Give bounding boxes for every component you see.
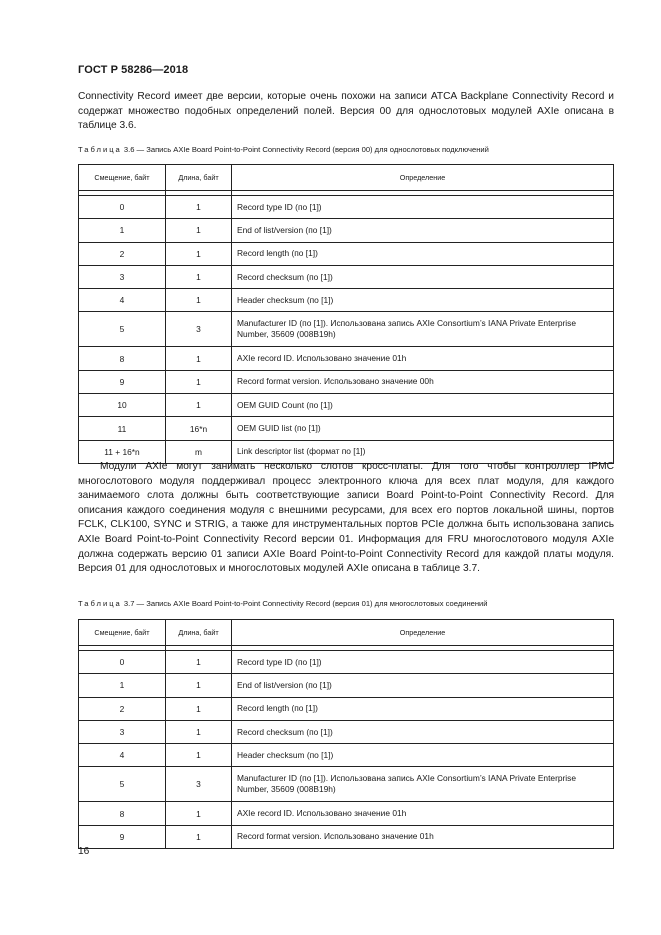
definition-cell: Manufacturer ID (по [1]). Использована запись AXIe Consortium’s IANA Private Enterprise Number, 35609 (008B19h) xyxy=(232,312,614,347)
offset-cell: 10 xyxy=(79,394,166,417)
definition-cell: Record checksum (по [1]) xyxy=(232,265,614,288)
table-header-row xyxy=(79,620,614,646)
table-row xyxy=(79,312,614,347)
caption-prefix: Таблица xyxy=(78,145,122,154)
definition-cell: End of list/version (по [1]) xyxy=(232,219,614,242)
offset-cell: 0 xyxy=(79,651,166,674)
offset-cell: 11 xyxy=(79,417,166,440)
definition-cell: Record format version. Использовано значение 00h xyxy=(232,370,614,393)
caption-text: 3.6 — Запись AXIe Board Point-to-Point Connectivity Record (версия 00) для однослотовых подключений xyxy=(121,145,489,154)
offset-cell: 4 xyxy=(79,289,166,312)
length-cell: 1 xyxy=(166,394,232,417)
table-row xyxy=(79,347,614,370)
table-row xyxy=(79,744,614,767)
length-cell: 1 xyxy=(166,289,232,312)
definition-cell: Manufacturer ID (по [1]). Использована запись AXIe Consortium’s IANA Private Enterprise Number, 35609 (008B19h) xyxy=(232,767,614,802)
definition-cell: Record checksum (по [1]) xyxy=(232,720,614,743)
table-header-row xyxy=(79,165,614,191)
definition-cell: Record type ID (по [1]) xyxy=(232,651,614,674)
length-cell: 1 xyxy=(166,265,232,288)
offset-cell: 11 + 16*n xyxy=(79,440,166,463)
caption-text: 3.7 — Запись AXIe Board Point-to-Point Connectivity Record (версия 01) для многослотовых соединений xyxy=(121,599,488,608)
table-3-6-body xyxy=(79,191,614,464)
definition-cell: Record type ID (по [1]) xyxy=(232,196,614,219)
offset-cell: 8 xyxy=(79,802,166,825)
body-paragraph: Модули AXIe могут занимать несколько слотов кросс-платы. Для того чтобы контроллер IPMC многослотового модуля поддерживал процесс электронного ключа для всех плат модуля, для каждого занимаемого слота должны быть соответствующие записи Board Point-to-Point Connectivity Record. Для описания каждого соединения модуля с внешними ресурсами, для всех его портов локальной шины, портов FCLK, CLK100, SYNC и STRIG, а также для инструментальных портов PCIe должна быть использована запись AXIe Board Point-to-Point Connectivity Record версии 01. Информация для FRU многослотового модуля AXIe должна содержать версию 01 записи AXIe Board Point-to-Point Connectivity Record для каждой платы модуля. Версия 01 для однослотовых и многослотовых модулей AXIe описана в таблице 3.7. xyxy=(78,461,614,575)
table-row xyxy=(79,651,614,674)
definition-cell: OEM GUID list (по [1]) xyxy=(232,417,614,440)
table-row xyxy=(79,674,614,697)
offset-cell: 2 xyxy=(79,697,166,720)
length-cell: 1 xyxy=(166,196,232,219)
page-number: 16 xyxy=(78,846,90,857)
length-cell: 1 xyxy=(166,347,232,370)
offset-cell: 9 xyxy=(79,825,166,848)
caption-prefix: Таблица xyxy=(78,599,122,608)
table-row xyxy=(79,417,614,440)
table-row xyxy=(79,720,614,743)
length-cell: 1 xyxy=(166,651,232,674)
table-row xyxy=(79,265,614,288)
length-cell: 1 xyxy=(166,825,232,848)
definition-cell: Link descriptor list (формат по [1]) xyxy=(232,440,614,463)
column-header-definition: Определение xyxy=(232,165,614,191)
offset-cell: 4 xyxy=(79,744,166,767)
definition-cell: Record length (по [1]) xyxy=(232,697,614,720)
length-cell: 1 xyxy=(166,370,232,393)
length-cell: 1 xyxy=(166,720,232,743)
definition-cell: End of list/version (по [1]) xyxy=(232,674,614,697)
table-row xyxy=(79,370,614,393)
offset-cell: 8 xyxy=(79,347,166,370)
table-row xyxy=(79,219,614,242)
table-row xyxy=(79,825,614,848)
offset-cell: 3 xyxy=(79,265,166,288)
offset-cell: 2 xyxy=(79,242,166,265)
table-row xyxy=(79,802,614,825)
length-cell: 16*n xyxy=(166,417,232,440)
definition-cell: Record length (по [1]) xyxy=(232,242,614,265)
document-header: ГОСТ Р 58286—2018 xyxy=(78,64,189,76)
intro-paragraph: Connectivity Record имеет две версии, которые очень похожи на записи ATCA Backplane Connectivity Record и содержат множество подобных определений полей. Версия 00 для однослотовых модулей AXIe описана в таблице 3.6. xyxy=(78,91,614,132)
table-row xyxy=(79,697,614,720)
length-cell: 1 xyxy=(166,697,232,720)
table-row xyxy=(79,767,614,802)
length-cell: 1 xyxy=(166,802,232,825)
length-cell: 3 xyxy=(166,312,232,347)
offset-cell: 0 xyxy=(79,196,166,219)
length-cell: 1 xyxy=(166,674,232,697)
length-cell: m xyxy=(166,440,232,463)
table-row xyxy=(79,196,614,219)
length-cell: 1 xyxy=(166,219,232,242)
definition-cell: AXIe record ID. Использовано значение 01h xyxy=(232,802,614,825)
offset-cell: 1 xyxy=(79,219,166,242)
length-cell: 3 xyxy=(166,767,232,802)
offset-cell: 3 xyxy=(79,720,166,743)
length-cell: 1 xyxy=(166,242,232,265)
column-header-definition: Определение xyxy=(232,620,614,646)
definition-cell: OEM GUID Count (по [1]) xyxy=(232,394,614,417)
definition-cell: AXIe record ID. Использовано значение 01h xyxy=(232,347,614,370)
column-header-offset: Смещение, байт xyxy=(79,165,166,191)
length-cell: 1 xyxy=(166,744,232,767)
column-header-offset: Смещение, байт xyxy=(79,620,166,646)
column-header-length: Длина, байт xyxy=(166,620,232,646)
table-3-6-caption xyxy=(78,145,618,154)
table-3-6 xyxy=(78,164,614,464)
table-row xyxy=(79,394,614,417)
table-3-7 xyxy=(78,619,614,849)
offset-cell: 9 xyxy=(79,370,166,393)
table-3-7-caption xyxy=(78,599,618,608)
offset-cell: 5 xyxy=(79,767,166,802)
table-3-7-body xyxy=(79,646,614,849)
table-row xyxy=(79,289,614,312)
table-row xyxy=(79,242,614,265)
definition-cell: Header checksum (по [1]) xyxy=(232,744,614,767)
offset-cell: 5 xyxy=(79,312,166,347)
offset-cell: 1 xyxy=(79,674,166,697)
definition-cell: Record format version. Использовано значение 01h xyxy=(232,825,614,848)
column-header-length: Длина, байт xyxy=(166,165,232,191)
definition-cell: Header checksum (по [1]) xyxy=(232,289,614,312)
